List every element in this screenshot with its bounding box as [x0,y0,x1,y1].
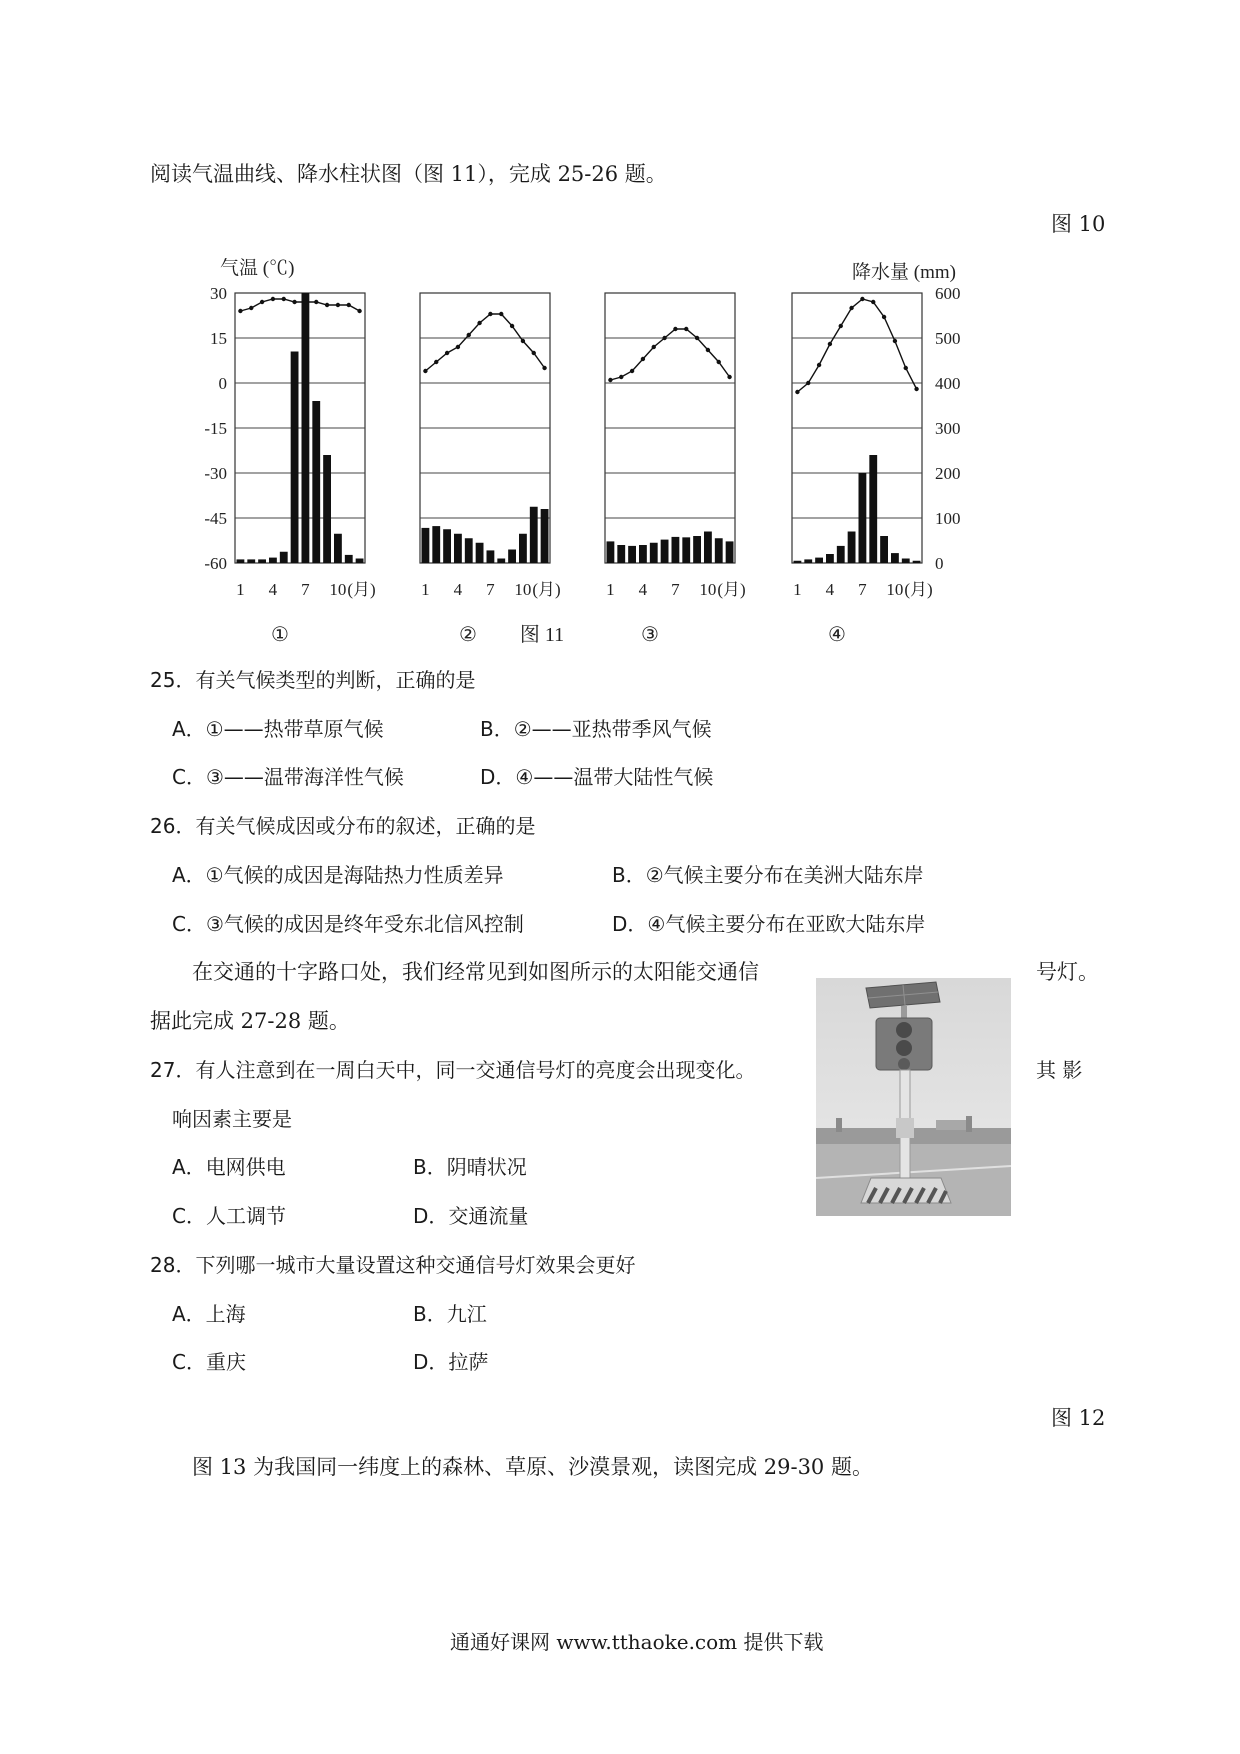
figure-11-label: 图 11 [519,624,565,643]
precipitation-bar [726,541,734,563]
precipitation-bar [869,455,877,563]
temperature-point [521,339,525,343]
precipitation-bar [848,532,856,564]
precipitation-bar [487,550,495,563]
q26-option-b: B．②气候主要分布在美洲大陆东岸 [612,863,924,887]
temperature-point [477,321,481,325]
precipitation-bar [247,559,255,563]
temperature-point [630,369,634,373]
precipitation-tick-label: 0 [935,554,944,573]
left-axis-title: 气温 (℃) [220,258,295,279]
precipitation-bar [497,559,505,564]
page-footer: 通通好课网 www.tthaoke.com 提供下载 [450,1630,824,1654]
temperature-point [893,339,897,343]
precipitation-bar [617,545,625,563]
q26-option-d: D．④气候主要分布在亚欧大陆东岸 [612,912,926,936]
month-tick-label: 4 [268,580,278,599]
temperature-tick-label: -60 [204,554,227,573]
temperature-point [839,324,843,328]
precipitation-bar [269,558,277,563]
q28-stem: 28．下列哪一城市大量设置这种交通信号灯效果会更好 [150,1253,636,1277]
month-tick-label: 10 [886,580,904,599]
month-tick-label: 10 [514,580,532,599]
temperature-point [914,387,918,391]
figure-12-label: 图 12 [1051,1406,1106,1430]
temperature-point [423,369,427,373]
climate-charts-figure [190,248,970,643]
precipitation-bar [356,559,364,564]
temperature-line [797,299,916,392]
month-tick-label: 7 [486,580,495,599]
temperature-tick-label: 0 [218,374,227,393]
month-tick-label: 1 [606,580,615,599]
precipitation-bar [913,561,921,563]
month-tick-label: 1 [793,580,802,599]
temperature-point [325,303,329,307]
temperature-point [488,312,492,316]
precipitation-bar [345,555,353,563]
temperature-point [336,303,340,307]
q28-option-c: C．重庆 [172,1350,246,1374]
precipitation-bar [715,538,723,563]
passage2-line2: 据此完成 27-28 题。 [150,1009,350,1033]
month-tick-label: 1 [236,580,245,599]
precipitation-bar [323,455,331,563]
temperature-point [806,381,810,385]
month-tick-label: 4 [453,580,463,599]
precipitation-bar [859,473,867,563]
month-tick-label: 1 [421,580,430,599]
q26-option-c: C．③气候的成因是终年受东北信风控制 [172,912,524,936]
precipitation-bar [815,558,823,563]
temperature-point [456,345,460,349]
q25-option-a: A．①——热带草原气候 [172,717,384,741]
month-unit-label: (月) [717,580,746,599]
temperature-point [871,300,875,304]
temperature-point [641,357,645,361]
precipitation-bar [902,559,910,564]
precipitation-bar [334,534,342,563]
temperature-point [532,351,536,355]
temperature-tick-label: -15 [204,419,227,438]
precipitation-bar [432,526,440,563]
temperature-point [849,306,853,310]
precipitation-bar [650,543,658,563]
precipitation-tick-label: 200 [935,464,961,483]
temperature-tick-label: -30 [204,464,227,483]
precipitation-tick-label: 500 [935,329,961,348]
precipitation-bar [291,352,299,564]
temperature-point [271,297,275,301]
q27-option-b: B．阴晴状况 [413,1155,527,1179]
solar-traffic-light-photo [816,978,1011,1216]
temperature-point [249,306,253,310]
precipitation-bar [880,536,888,563]
month-tick-label: 7 [671,580,680,599]
precipitation-bar [704,532,712,564]
temperature-point [717,360,721,364]
temperature-point [467,333,471,337]
month-tick-label: 7 [301,580,310,599]
month-unit-label: (月) [532,580,561,599]
precipitation-bar [541,509,549,563]
panel-label: ③ [641,624,659,643]
temperature-point [817,363,821,367]
precipitation-bar [237,559,245,563]
precipitation-bar [454,534,462,563]
precipitation-bar [312,401,320,563]
precipitation-tick-label: 300 [935,419,961,438]
intro-text: 阅读气温曲线、降水柱状图（图 11），完成 25-26 题。 [150,162,667,186]
q25-option-b: B．②——亚热带季风气候 [480,717,712,741]
q26-stem: 26．有关气候成因或分布的叙述，正确的是 [150,814,536,838]
q25-stem: 25．有关气候类型的判断，正确的是 [150,668,476,692]
precipitation-bar [476,543,484,563]
month-unit-label: (月) [904,580,933,599]
precipitation-bar [794,561,802,563]
q26-option-a: A．①气候的成因是海陆热力性质差异 [172,863,504,887]
month-tick-label: 7 [858,580,867,599]
figure-10-label: 图 10 [1051,212,1106,236]
temperature-point [510,324,514,328]
temperature-line [240,299,359,311]
temperature-point [662,336,666,340]
temperature-point [727,375,731,379]
q28-option-a: A．上海 [172,1302,246,1326]
precipitation-bar [804,559,812,563]
temperature-point [347,303,351,307]
temperature-point [499,312,503,316]
passage2-line1-end: 号灯。 [1036,960,1099,984]
q27-option-d: D．交通流量 [413,1204,529,1228]
precipitation-bar [607,541,615,563]
panel-label: ② [459,624,477,643]
precipitation-bar [837,546,845,563]
temperature-point [357,309,361,313]
passage3-text: 图 13 为我国同一纬度上的森林、草原、沙漠景观，读图完成 29-30 题。 [192,1455,873,1479]
q27-stem: 27．有人注意到在一周白天中，同一交通信号灯的亮度会出现变化。 [150,1058,756,1082]
precipitation-bar [422,528,430,563]
precipitation-bar [682,537,690,563]
month-tick-label: 10 [699,580,717,599]
precipitation-tick-label: 400 [935,374,961,393]
q27-stem-end: 其 影 [1036,1058,1083,1082]
temperature-point [882,315,886,319]
temperature-point [608,378,612,382]
q27-stem-cont: 响因素主要是 [172,1107,292,1131]
temperature-line [425,314,544,371]
temperature-point [282,297,286,301]
panel-label: ④ [828,624,846,643]
temperature-point [652,345,656,349]
precipitation-bar [826,554,834,563]
q25-option-c: C．③——温带海洋性气候 [172,765,404,789]
precipitation-bar [519,534,527,563]
panel-label: ① [271,624,289,643]
temperature-tick-label: 15 [210,329,227,348]
precipitation-bar [891,553,899,563]
temperature-point [445,351,449,355]
precipitation-bar [465,538,473,563]
month-tick-label: 10 [329,580,347,599]
temperature-line [610,329,729,380]
temperature-point [260,300,264,304]
month-tick-label: 4 [825,580,835,599]
temperature-tick-label: -45 [204,509,227,528]
temperature-point [292,300,296,304]
temperature-point [695,336,699,340]
precipitation-bar [443,529,451,563]
precipitation-bar [302,293,310,563]
right-axis-title: 降水量 (mm) [852,262,956,283]
precipitation-bar [639,545,647,563]
temperature-point [619,375,623,379]
precipitation-tick-label: 100 [935,509,961,528]
precipitation-bar [258,559,266,563]
temperature-point [673,327,677,331]
precipitation-bar [280,552,288,563]
q28-option-b: B．九江 [413,1302,487,1326]
month-tick-label: 4 [638,580,648,599]
temperature-point [238,309,242,313]
temperature-point [314,300,318,304]
temperature-point [542,366,546,370]
temperature-point [828,342,832,346]
q25-option-d: D．④——温带大陆性气候 [480,765,714,789]
passage2-line1: 在交通的十字路口处，我们经常见到如图所示的太阳能交通信 [192,960,759,984]
temperature-point [684,327,688,331]
q27-option-a: A．电网供电 [172,1155,286,1179]
precipitation-bar [628,546,636,563]
precipitation-bar [693,536,701,563]
temperature-point [860,297,864,301]
temperature-point [434,360,438,364]
q28-option-d: D．拉萨 [413,1350,489,1374]
precipitation-bar [672,537,680,563]
temperature-point [904,366,908,370]
precipitation-bar [661,540,669,563]
q27-option-c: C．人工调节 [172,1204,286,1228]
precipitation-tick-label: 600 [935,284,961,303]
temperature-tick-label: 30 [210,284,227,303]
precipitation-bar [508,550,516,564]
precipitation-bar [530,507,538,563]
temperature-point [706,348,710,352]
temperature-point [303,300,307,304]
month-unit-label: (月) [347,580,376,599]
temperature-point [795,390,799,394]
